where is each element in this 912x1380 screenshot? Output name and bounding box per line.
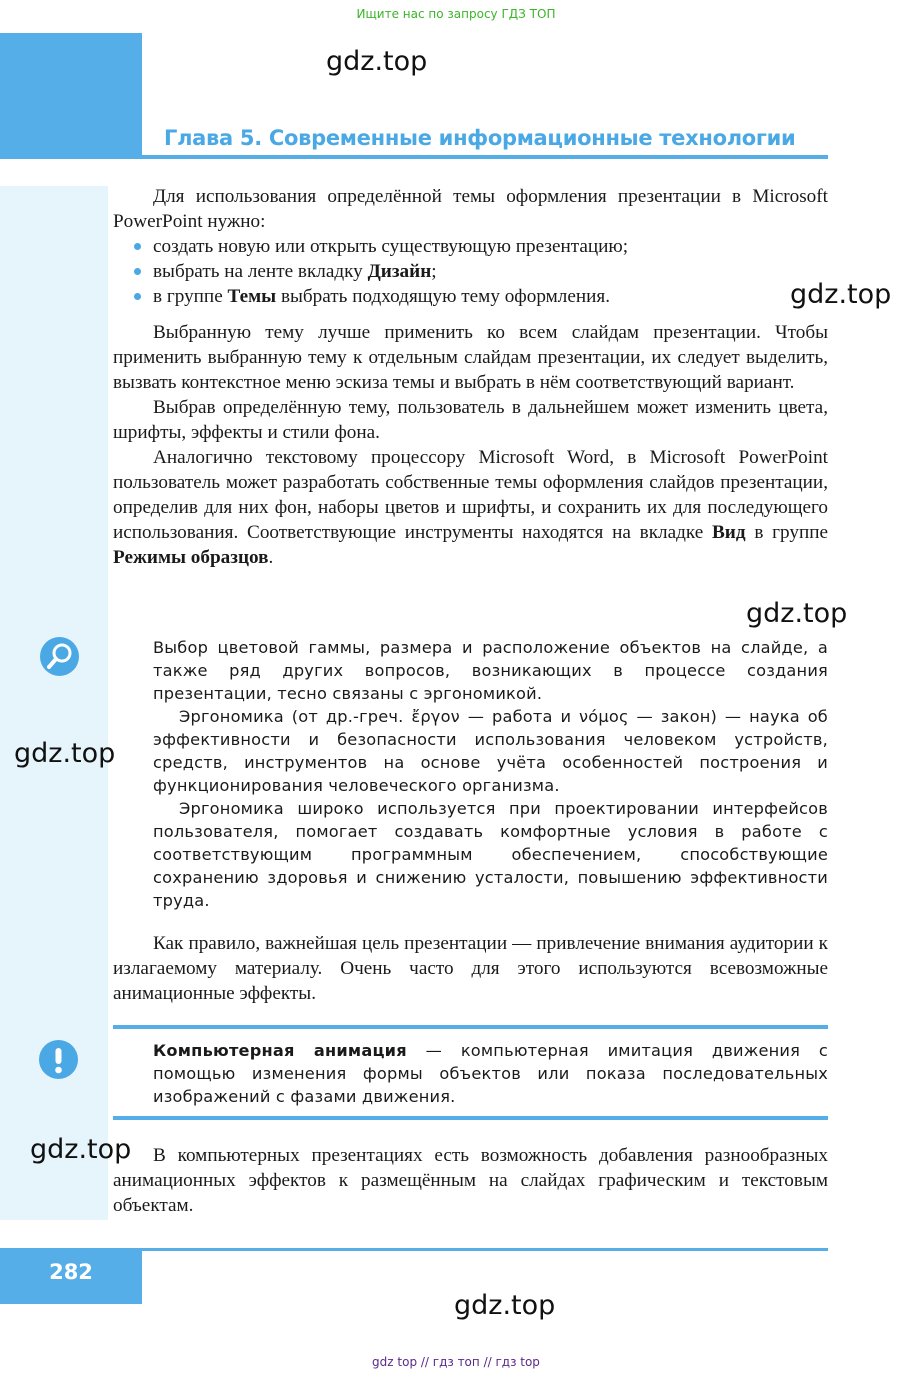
list-item-text: ; <box>431 261 437 282</box>
body-paragraphs <box>113 320 828 570</box>
final-section <box>113 1143 828 1218</box>
paragraph-text: в группе <box>745 522 828 543</box>
bullet-icon <box>134 243 141 250</box>
group-themes: Темы <box>227 286 277 307</box>
paragraph <box>113 445 828 570</box>
list-item-text: создать новую или открыть существующую презентацию; <box>153 236 629 257</box>
bottom-note: gdz top // гдз топ // гдз top <box>372 1355 540 1369</box>
ribbon-tab-design: Дизайн <box>367 261 432 282</box>
paragraph: В компьютерных презентациях есть возможность добавления разнообразных анимационных эффектов к размещённым на слайдах графическим и текстовым объектам. <box>113 1145 828 1216</box>
ergonomics-definition: Эргономика (от др.-греч. ἔργον — работа и νόμος — закон) — наука об эффективности и безопасности использования человеком устройств, средств, инструментов на основе учёта особенностей построения и функционирования человеческого организма. <box>153 707 828 795</box>
ergonomics-text: Выбор цветовой гаммы, размера и расположение объектов на слайде, а также ряд других вопросов, возникающих в процессе создания презентации, тесно связаны с эргономикой. <box>153 638 828 703</box>
bullet-icon <box>134 293 141 300</box>
bullet-list <box>113 234 828 309</box>
bullet-icon <box>134 268 141 275</box>
watermark: gdz.top <box>30 1134 132 1165</box>
animation-section <box>113 931 828 1006</box>
page-number: 282 <box>49 1260 93 1284</box>
list-item <box>113 259 828 284</box>
definition-body: — компьютерная имитация движения с помощью изменения формы объектов или показа последовательных изображений с фазами движения. <box>153 1041 828 1106</box>
definition-term: Компьютерная анимация <box>153 1041 407 1060</box>
top-note: Ищите нас по запросу ГДЗ ТОП <box>356 7 556 21</box>
paragraph-text: . <box>268 547 274 568</box>
footer-rule <box>142 1248 828 1251</box>
intro-section <box>113 184 828 309</box>
definition-bottom-rule <box>113 1116 828 1120</box>
intro-text: Для использования определённой темы оформления презентации в Microsoft PowerPoint нужно: <box>113 186 828 232</box>
watermark: gdz.top <box>790 279 892 310</box>
ergonomics-box <box>153 636 828 912</box>
header-rule <box>0 155 828 159</box>
watermark: gdz.top <box>14 738 116 769</box>
watermark: gdz.top <box>454 1290 556 1321</box>
header-block <box>0 33 142 159</box>
list-item <box>113 284 828 309</box>
tab-view: Вид <box>712 522 746 543</box>
watermark: gdz.top <box>326 46 428 77</box>
list-item-text: в группе <box>153 286 228 307</box>
definition-box <box>153 1039 828 1108</box>
paragraph: Выбрав определённую тему, пользователь в дальнейшем может изменить цвета, шрифты, эффекты и стили фона. <box>113 397 828 443</box>
list-item-text: выбрать подходящую тему оформления. <box>276 286 611 307</box>
paragraph-text: Аналогично текстовому процессору Microsoft Word, в Microsoft PowerPoint пользователь может разработать собственные темы оформления слайдов презентации, определив для них фон, наборы цветов и шрифты, и сохранить их для последующего использования. Соответствующие инструменты находятся на вкладке <box>113 447 828 543</box>
chapter-title: Глава 5. Современные информационные технологии <box>164 126 796 150</box>
definition-top-rule <box>113 1025 828 1029</box>
exclamation-icon <box>39 1040 78 1079</box>
list-item-text: выбрать на ленте вкладку <box>153 261 368 282</box>
paragraph: Выбранную тему лучше применить ко всем слайдам презентации. Чтобы применить выбранную тему к отдельным слайдам презентации, их следует выделить, вызвать контекстное меню эскиза темы и выбрать в нём соответствующий вариант. <box>113 322 828 393</box>
group-master-views: Режимы образцов <box>113 547 269 568</box>
watermark: gdz.top <box>746 598 848 629</box>
list-item <box>113 234 828 259</box>
definition-text <box>153 1039 828 1108</box>
magnifier-icon <box>40 637 79 676</box>
paragraph: Как правило, важнейшая цель презентации — привлечение внимания аудитории к излагаемому материалу. Очень часто для этого используются всевозможные анимационные эффекты. <box>113 933 828 1004</box>
ergonomics-usage: Эргономика широко используется при проектировании интерфейсов пользователя, помогает создавать комфортные условия в работе с соответствующим программным обеспечением, способствующие сохранению здоровья и снижению усталости, повышению эффективности труда. <box>153 799 828 910</box>
